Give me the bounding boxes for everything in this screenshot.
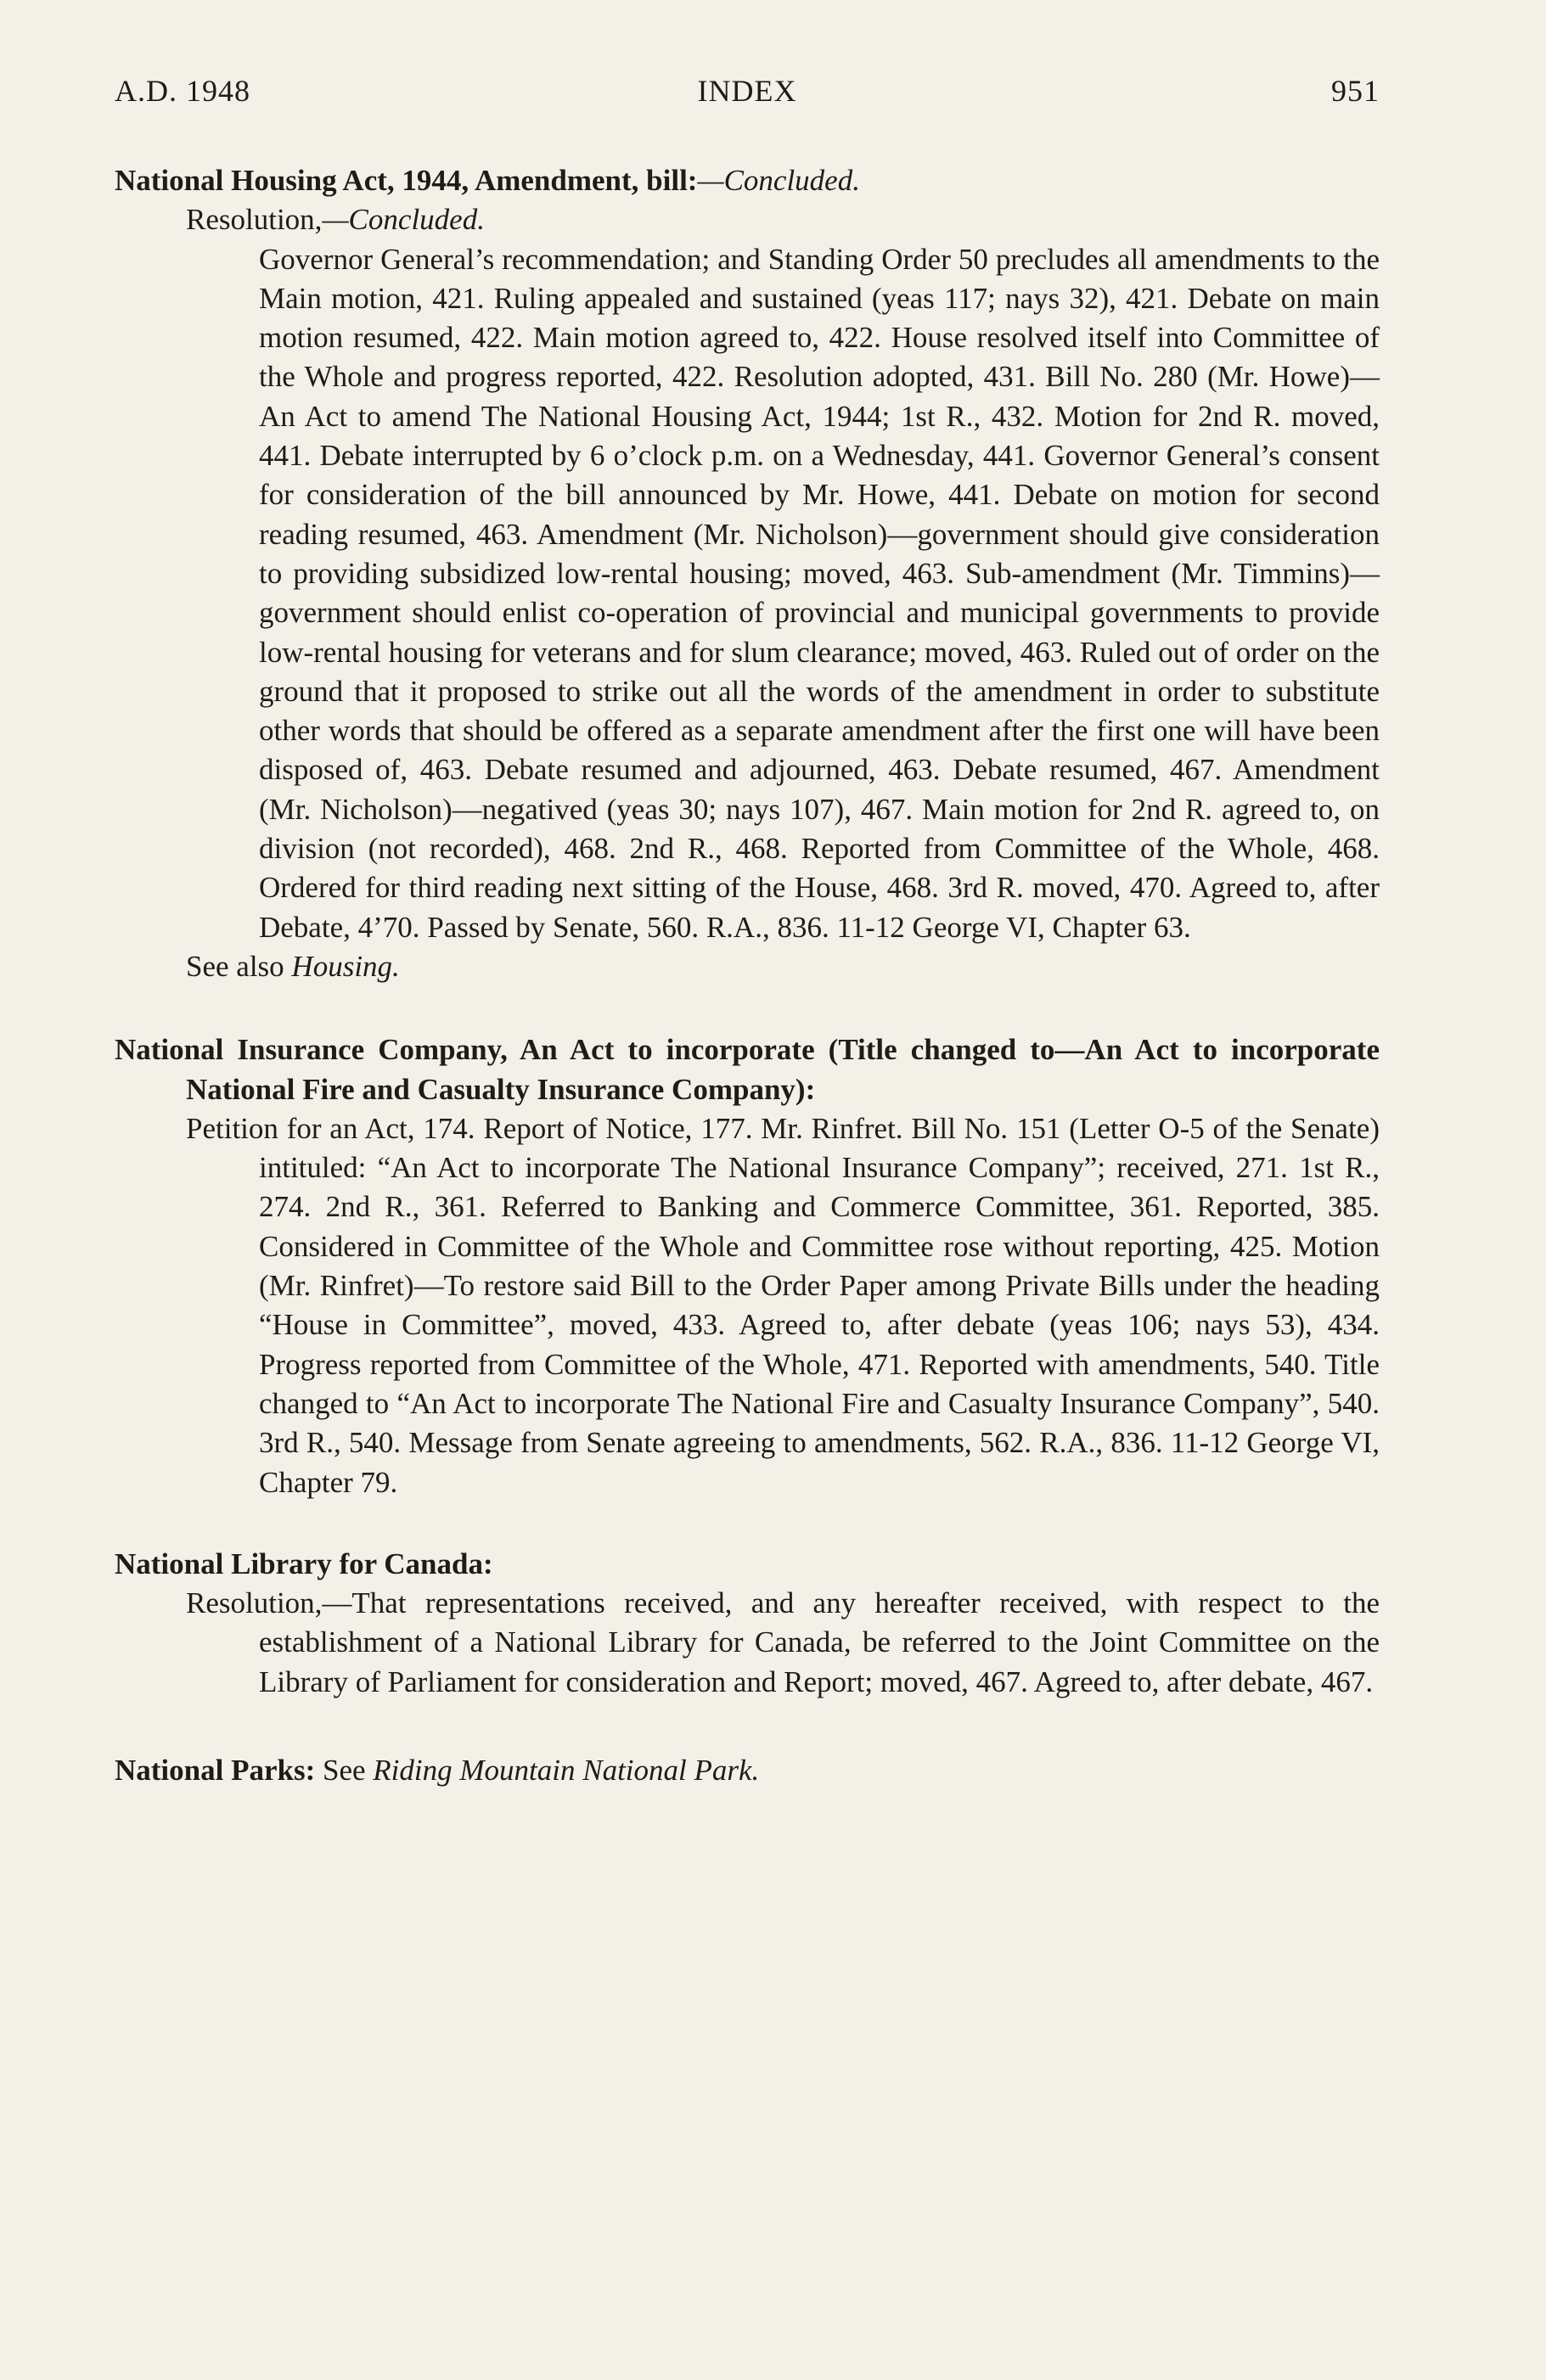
subheading-continued: —Concluded. <box>322 203 485 237</box>
entry-heading <box>115 161 1380 200</box>
header-title: INDEX <box>697 74 797 108</box>
entry-body: Petition for an Act, 174. Report of Notice, 177. Mr. Rinfret. Bill No. 151 (Letter O-5 of the Senate) intituled: “An Act to incorporate The National Insurance Company”; received, 271. 1st R., 274. 2nd R., 361. Referred to Banking and Commerce Committee, 361. Reported, 385. Considered in Committee of the Whole and Committee rose without reporting, 425. Motion (Mr. Rinfret)—To restore said Bill to the Order Paper among Private Bills under the heading “House in Committee”, moved, 433. Agreed to, after debate (yeas 106; nays 53), 434. Progress reported from Committee of the Whole, 471. Reported with amendments, 540. Title changed to “An Act to incorporate The National Fire and Casualty Insurance Company”, 540. 3rd R., 540. Message from Senate agreeing to amendments, 562. R.A., 836. 11-12 George VI, Chapter 79. <box>186 1111 1380 1499</box>
see-also-target: Housing. <box>291 949 400 983</box>
see-also-reference <box>115 947 1380 986</box>
entry-national-library <box>115 1545 1380 1702</box>
entry-national-insurance-company <box>115 1030 1380 1502</box>
entry-body: Governor General’s recommendation; and Standing Order 50 precludes all amendments to the Main motion, 421. Ruling appealed and sustained (yeas 117; nays 32), 421. Debate on main motion resumed, 422. Main motion agreed to, 422. House resolved itself into Committee of the Whole and progress reported, 422. Resolution adopted, 431. Bill No. 280 (Mr. Howe)—An Act to amend The National Housing Act, 1944; 1st R., 432. Motion for 2nd R. moved, 441. Debate interrupted by 6 o’clock p.m. on a Wednesday, 441. Governor General’s consent for consideration of the bill announced by Mr. Howe, 441. Debate on motion for second reading resumed, 463. Amendment (Mr. Nicholson)—government should give consideration to providing subsidized low-rental housing; moved, 463. Sub-amendment (Mr. Timmins)—government should enlist co-operation of provincial and municipal governments to provide low-rental housing for veterans and for slum clearance; moved, 463. Ruled out of order on the ground that it proposed to strike out all the words of the amendment in order to substitute other words that should be offered as a separate amendment after the first one will have been disposed of, 463. Debate resumed and adjourned, 463. Debate resumed, 467. Amendment (Mr. Nicholson)—negatived (yeas 30; nays 107), 467. Main motion for 2nd R. agreed to, on division (not recorded), 468. 2nd R., 468. Reported from Committee of the Whole, 468. Ordered for third reading next sitting of the House, 468. 3rd R. moved, 470. Agreed to, after Debate, 4’70. Passed by Senate, 560. R.A., 836. 11-12 George VI, Chapter 63. <box>259 242 1380 944</box>
see-label: See <box>323 1753 366 1787</box>
entry-heading-continued: —Concluded. <box>697 164 860 197</box>
running-head <box>115 73 1380 115</box>
entry-heading: National Library for Canada: <box>115 1546 493 1580</box>
entry-heading: National Insurance Company, An Act to incorporate (Title changed to—An Act to incorporate National Fire and Casualty Insurance Company): <box>115 1033 1380 1106</box>
entry-subheading <box>115 200 1380 239</box>
subheading-label: Resolution, <box>186 203 323 237</box>
entry-line <box>115 1751 1380 1790</box>
entry-national-housing-act <box>115 161 1380 986</box>
entry-heading: National Parks: <box>115 1753 316 1787</box>
header-page-number: 951 <box>1331 74 1380 108</box>
header-year: A.D. 1948 <box>115 74 250 108</box>
entry-heading-text: National Housing Act, 1944, Amendment, bill: <box>115 164 698 197</box>
see-also-label: See also <box>186 949 284 983</box>
entry-body: Resolution,—That representations received, and any hereafter received, with respect to the establishment of a National Library for Canada, be referred to the Joint Committee on the Library of Parliament for consideration and Report; moved, 467. Agreed to, after debate, 467. <box>186 1586 1380 1698</box>
entry-national-parks <box>115 1751 1380 1790</box>
see-target: Riding Mountain National Park. <box>373 1753 760 1787</box>
index-content <box>115 161 1380 1790</box>
